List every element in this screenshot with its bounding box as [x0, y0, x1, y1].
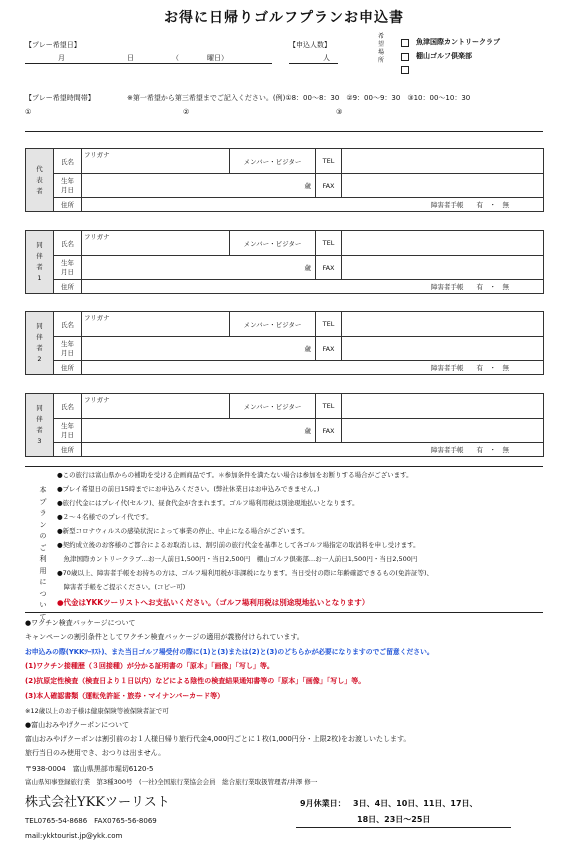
furigana-label: フリガナ — [84, 314, 110, 322]
vaccine-line-1: キャンペーンの割引条件としてワクチン検査パッケージの適用が義務付けられています。 — [25, 633, 304, 641]
play-date-field[interactable] — [25, 63, 272, 64]
name-label: 氏名 — [54, 231, 82, 256]
vaccine-req-3: (3)本人確認書類（運転免許証・旅券・マイナンバーカード等） — [25, 692, 225, 700]
disability-choice[interactable]: 障害者手帳 有 ・ 無 — [431, 201, 509, 209]
name-label: 氏名 — [54, 149, 82, 174]
age-label: 歳 — [304, 427, 311, 435]
tel-label: TEL — [316, 312, 342, 337]
fax-label: FAX — [316, 337, 342, 361]
address-field[interactable] — [82, 198, 544, 212]
holidays-dates-2: 18日、23日～25日 — [357, 815, 431, 824]
tee-time-note: ※第一希望から第三希望までご記入ください。(例)①8：00～8：30 ②9：00～9：30 ③10：00～10：30 — [127, 94, 471, 102]
vaccine-line-2: お申込みの際(YKKﾂｰﾘｽﾄ)、また当日ゴルフ場受付の際に(1)と(3)または(2)と(3)のどちらかが必要になりますのでご留意ください。 — [25, 648, 434, 656]
name-field[interactable] — [82, 312, 230, 337]
tee-time-divider — [25, 131, 543, 132]
member-visitor-choice[interactable]: メンバー・ビジター — [230, 312, 316, 337]
tee-time-choice-1[interactable]: ① — [25, 108, 32, 116]
course-option-tanayama: 棚山ゴルフ倶楽部 — [416, 52, 472, 60]
coupon-heading: ●富山おみやげクーポンについて — [25, 721, 129, 729]
plan-note-6: ●契約成立後のお客様のご都合によるお取消しは、割引前の旅行代金を基準として各ゴルフ場指定の取消料を申し受けます。 — [57, 541, 420, 549]
fax-field[interactable] — [342, 419, 544, 443]
name-field[interactable] — [82, 231, 230, 256]
company-mail[interactable]: mail:ykktourist.jp@ykk.com — [25, 832, 123, 840]
play-date-month: 月 — [58, 54, 65, 62]
member-visitor-choice[interactable]: メンバー・ビジター — [230, 149, 316, 174]
member-visitor-choice[interactable]: メンバー・ビジター — [230, 231, 316, 256]
company-tel-fax: TEL0765-54-8686 FAX0765-56-8069 — [25, 817, 157, 825]
vaccine-req-2: (2)抗原定性検査（検査日より１日以内）などによる陰性の検査結果通知書等の「原本」「画像」「写し」等。 — [25, 677, 366, 685]
plan-note-3: ●旅行代金にはプレイ代(セルフ)、昼食代金が含まれます。ゴルフ場利用税は別途現地払いとなります。 — [57, 499, 359, 507]
course-side-label-box — [376, 33, 386, 73]
furigana-label: フリガナ — [84, 396, 110, 404]
applicants-unit: 人 — [323, 54, 330, 62]
holidays-dates-1: 3日、4日、10日、11日、17日、 — [353, 799, 478, 808]
member-block-title: 代表者 — [26, 149, 54, 212]
birth-age-field[interactable] — [82, 174, 316, 198]
plan-note-2: ●プレイ希望日の前日15時までにお申込みください。(弊社休業日はお申込みできません。) — [57, 485, 320, 493]
address-label: 住所 — [54, 198, 82, 212]
member-block-title: 同伴者1 — [26, 231, 54, 294]
address-field[interactable] — [82, 280, 544, 294]
age-label: 歳 — [304, 345, 311, 353]
member-table-2 — [25, 230, 544, 294]
applicants-label: 【申込人数】 — [289, 41, 331, 49]
fax-field[interactable] — [342, 337, 544, 361]
fax-field[interactable] — [342, 174, 544, 198]
address-field[interactable] — [82, 443, 544, 457]
address-label: 住所 — [54, 361, 82, 375]
member-visitor-choice[interactable]: メンバー・ビジター — [230, 394, 316, 419]
birth-label: 生年 月日 — [54, 337, 82, 361]
company-address: 〒938-0004 富山県黒部市堀切6120-5 — [25, 765, 154, 773]
company-name: 株式会社YKKツーリスト — [25, 795, 170, 810]
plan-note-5: ●新型コロナウィルスの感染状況によって事業の停止、中止になる場合がございます。 — [57, 527, 309, 535]
birth-age-field[interactable] — [82, 337, 316, 361]
age-label: 歳 — [304, 264, 311, 272]
course-checkbox-uozu[interactable] — [401, 39, 409, 47]
plan-note-payment: ●代金はYKKツーリストへお支払いください。（ゴルフ場利用税は別途現地払いとなります） — [57, 598, 370, 607]
plan-note-9: 障害者手帳をご提示ください。(コピー可) — [57, 583, 186, 591]
page-title: お得に日帰りゴルフプランお申込書 — [164, 10, 404, 26]
name-label: 氏名 — [54, 312, 82, 337]
plan-note-8: ●70歳以上、障害者手帳をお持ちの方は、ゴルフ場利用税が非課税になります。当日受付の際に年齢確認できるもの(免許証等)、 — [57, 569, 433, 577]
name-field[interactable] — [82, 394, 230, 419]
applicants-field[interactable] — [289, 63, 338, 64]
birth-label: 生年 月日 — [54, 419, 82, 443]
tel-label: TEL — [316, 231, 342, 256]
holidays-underline — [296, 827, 511, 828]
vaccine-heading: ●ワクチン検査パッケージについて — [25, 619, 136, 627]
coupon-line-1: 富山おみやげクーポンは割引前のお１人様日帰り旅行代金4,000円ごとに１枚(1,000円分・上限2枚)をお渡しいたします。 — [25, 735, 411, 743]
plan-note-4: ●２～４名様でのプレイ代です。 — [57, 513, 153, 521]
play-date-weekday: （ 曜日） — [172, 54, 228, 62]
name-label: 氏名 — [54, 394, 82, 419]
address-label: 住所 — [54, 280, 82, 294]
address-field[interactable] — [82, 361, 544, 375]
holidays-label: 9月休業日： — [300, 799, 346, 808]
furigana-label: フリガナ — [84, 233, 110, 241]
birth-age-field[interactable] — [82, 256, 316, 280]
member-block-title: 同伴者3 — [26, 394, 54, 457]
play-date-day: 日 — [127, 54, 134, 62]
fax-label: FAX — [316, 256, 342, 280]
disability-choice[interactable]: 障害者手帳 有 ・ 無 — [431, 364, 509, 372]
course-checkbox-other[interactable] — [401, 66, 409, 74]
member-table-1 — [25, 148, 544, 212]
fax-label: FAX — [316, 174, 342, 198]
vaccine-req-1: (1)ワクチン接種歴（３回接種）が分かる証明書の「原本」「画像」「写し」等。 — [25, 662, 274, 670]
tee-time-choice-2[interactable]: ② — [183, 108, 190, 116]
fax-field[interactable] — [342, 256, 544, 280]
company-registration: 富山県知事登録旅行業 第3種300号 (一社)全国旅行業協会会員 総合旅行業取扱管理者/井澤 修一 — [25, 778, 318, 786]
tel-field[interactable] — [342, 231, 544, 256]
tel-label: TEL — [316, 394, 342, 419]
tee-time-choice-3[interactable]: ③ — [336, 108, 343, 116]
plan-note-1: ●この旅行は富山県からの補助を受ける企画商品です。＊参加条件を満たない場合は参加をお断りする場合がございます。 — [57, 471, 413, 479]
tel-field[interactable] — [342, 149, 544, 174]
member-block-title: 同伴者2 — [26, 312, 54, 375]
course-checkbox-tanayama[interactable] — [401, 53, 409, 61]
age-label: 歳 — [304, 182, 311, 190]
disability-choice[interactable]: 障害者手帳 有 ・ 無 — [431, 446, 509, 454]
name-field[interactable] — [82, 149, 230, 174]
course-side-label: 希望場所 — [377, 33, 384, 64]
member-table-4 — [25, 393, 544, 457]
birth-age-field[interactable] — [82, 419, 316, 443]
fax-label: FAX — [316, 419, 342, 443]
coupon-line-2: 旅行当日のみ使用でき、おつりは出ません。 — [25, 749, 166, 757]
plan-notes-side-label: 本プランのご利用について — [39, 486, 47, 621]
play-date-label: 【プレー希望日】 — [25, 41, 81, 49]
address-label: 住所 — [54, 443, 82, 457]
furigana-label: フリガナ — [84, 151, 110, 159]
tel-label: TEL — [316, 149, 342, 174]
disability-choice[interactable]: 障害者手帳 有 ・ 無 — [431, 283, 509, 291]
birth-label: 生年 月日 — [54, 174, 82, 198]
birth-label: 生年 月日 — [54, 256, 82, 280]
tel-field[interactable] — [342, 394, 544, 419]
member-table-3 — [25, 311, 544, 375]
course-option-uozu: 魚津国際カントリークラブ — [416, 38, 500, 46]
tel-field[interactable] — [342, 312, 544, 337]
tee-time-label: 【プレー希望時間帯】 — [25, 94, 95, 102]
vaccine-note: ※12歳以上のお子様は健康保険等被保険者証で可 — [25, 707, 169, 715]
plan-note-7: 魚津国際カントリークラブ…お一人前日1,500円・当日2,500円 棚山ゴルフ倶楽部…お一人前日1,500円・当日2,500円 — [57, 555, 418, 563]
